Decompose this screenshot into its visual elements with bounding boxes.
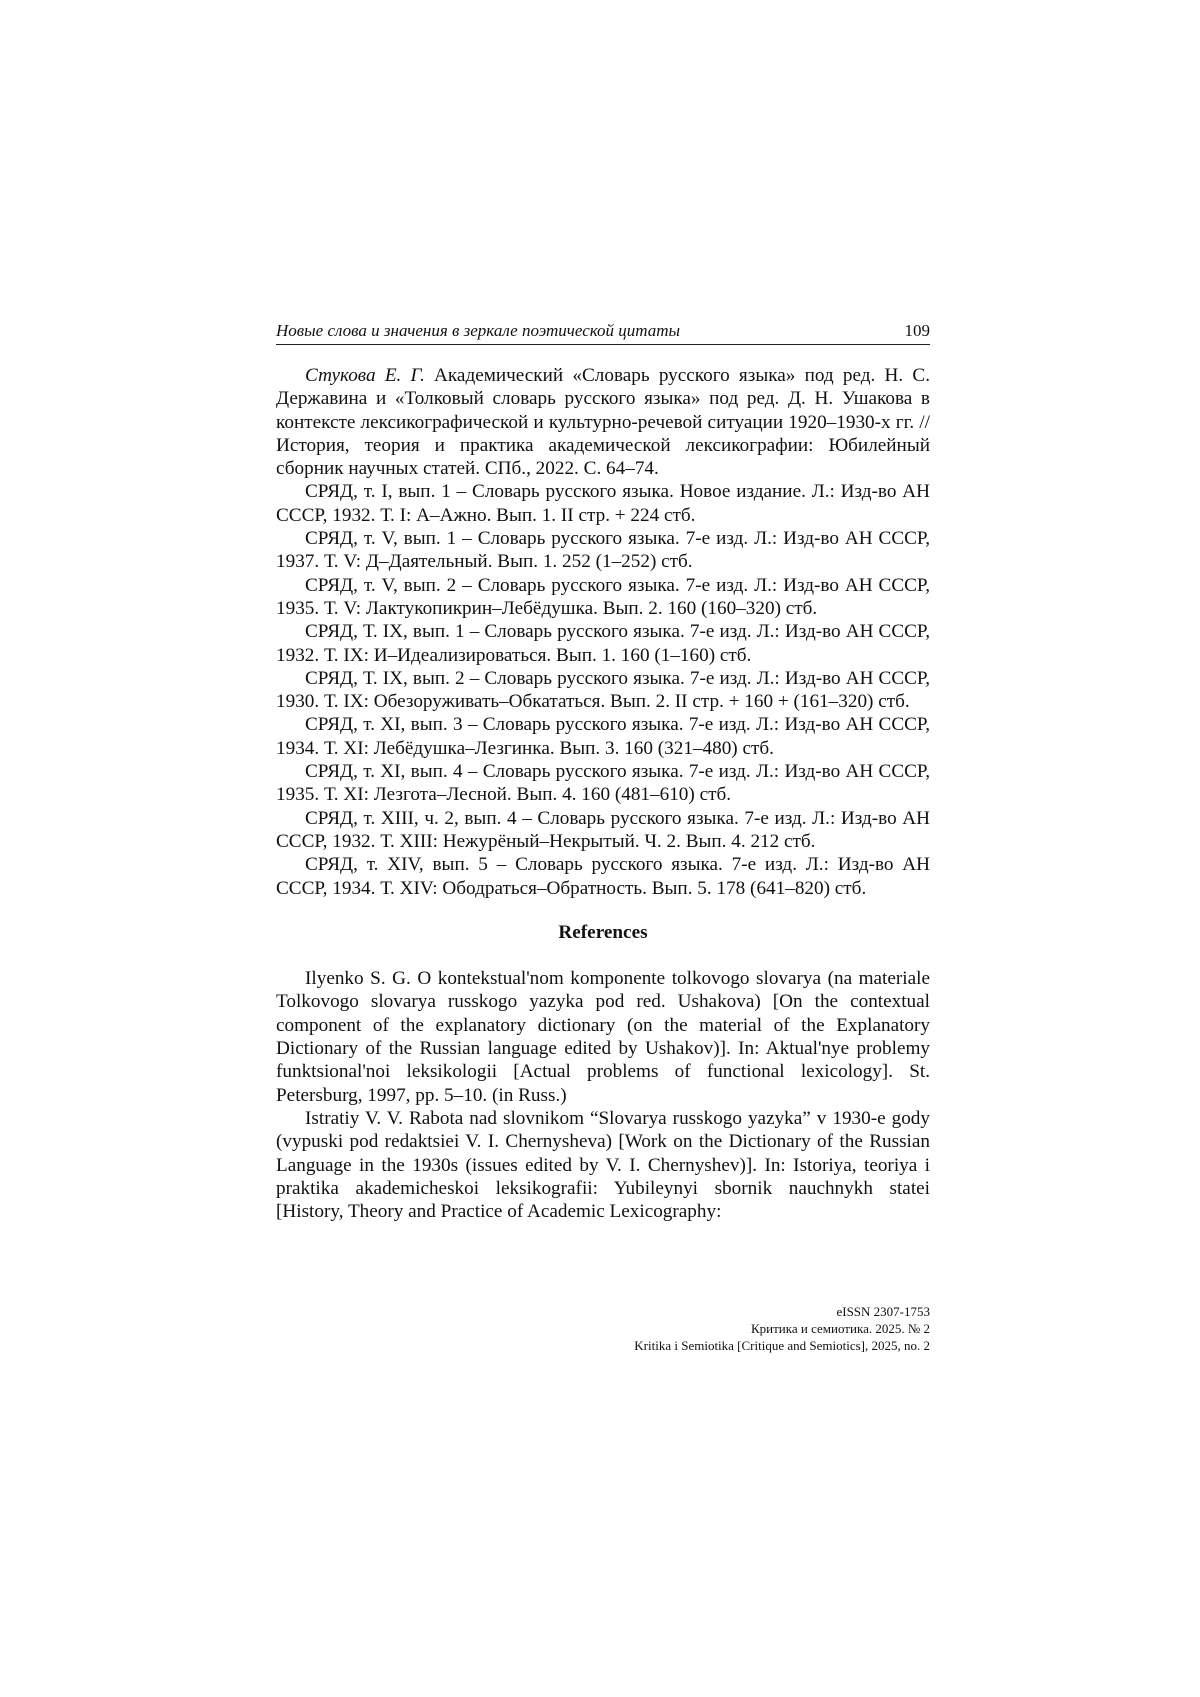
reference-entry: Istratiy V. V. Rabota nad slovnikom “Slovarya russkogo yazyka” v 1930-e gody (vypuski pod redaktsiei V. I. Chernysheva) [Work on the Dictionary of the Russian Language in the 1930s (issues edited by V. I. Chernyshev)]. In: Istoriya, teoriya i praktika akademicheskoi leksikografii: Yubileynyi sbornik nauchnykh statei [History, Theory and Practice of Academic Lexicography:: [276, 1107, 930, 1223]
bibliography-entry: СРЯД, т. XI, вып. 4 – Словарь русского языка. 7-е изд. Л.: Изд-во АН СССР, 1935. Т. XI: Лезгота–Лесной. Вып. 4. 160 (481–610) стб.: [276, 760, 930, 807]
page-header: [276, 320, 930, 345]
bibliography-entry: СРЯД, т. XIV, вып. 5 – Словарь русского языка. 7-е изд. Л.: Изд-во АН СССР, 1934. Т. XIV: Ободраться–Обратность. Вып. 5. 178 (641–820) стб.: [276, 853, 930, 900]
footer-eissn: eISSN 2307-1753: [430, 1303, 930, 1320]
entry-author: Стукова Е. Г.: [305, 365, 425, 386]
footer-journal-en: Kritika i Semiotika [Critique and Semiotics], 2025, no. 2: [430, 1337, 930, 1354]
bibliography-entry: СРЯД, т. V, вып. 2 – Словарь русского языка. 7-е изд. Л.: Изд-во АН СССР, 1935. Т. V: Лактукопикрин–Лебёдушка. Вып. 2. 160 (160–320) стб.: [276, 574, 930, 621]
page-footer: [430, 1303, 930, 1354]
bibliography-entry: СРЯД, Т. IX, вып. 2 – Словарь русского языка. 7-е изд. Л.: Изд-во АН СССР, 1930. Т. IX: Обезоруживать–Обкататься. Вып. 2. II стр. + 160 + (161–320) стб.: [276, 667, 930, 714]
bibliography-entry: СРЯД, Т. IX, вып. 1 – Словарь русского языка. 7-е изд. Л.: Изд-во АН СССР, 1932. Т. IX: И–Идеализироваться. Вып. 1. 160 (1–160) стб.: [276, 620, 930, 667]
entry-text: Академический «Словарь русского языка» под ред. Н. С. Державина и «Толковый словарь русского языка» под ред. Д. Н. Ушакова в контексте лексикографической и культурно-речевой ситуации 1920–1930-х гг. // История, теория и практика академической лексикографии: Юбилейный сборник научных статей. СПб., 2022. С. 64–74.: [276, 365, 930, 479]
bibliography-entry: СРЯД, т. V, вып. 1 – Словарь русского языка. 7-е изд. Л.: Изд-во АН СССР, 1937. Т. V: Д–Даятельный. Вып. 1. 252 (1–252) стб.: [276, 527, 930, 574]
bibliography-entry: СРЯД, т. I, вып. 1 – Словарь русского языка. Новое издание. Л.: Изд-во АН СССР, 1932. Т. I: А–Ажно. Вып. 1. II стр. + 224 стб.: [276, 480, 930, 527]
running-title: Новые слова и значения в зеркале поэтической цитаты: [276, 320, 680, 342]
body-text: [276, 364, 930, 1223]
bibliography-entry: СРЯД, т. XIII, ч. 2, вып. 4 – Словарь русского языка. 7-е изд. Л.: Изд-во АН СССР, 1932. Т. XIII: Нежурёный–Некрытый. Ч. 2. Вып. 4. 212 стб.: [276, 807, 930, 854]
footer-journal-ru: Критика и семиотика. 2025. № 2: [430, 1320, 930, 1337]
reference-entry: Ilyenko S. G. O kontekstual'nom komponente tolkovogo slovarya (na materiale Tolkovogo slovarya russkogo yazyka pod red. Ushakova) [On the contextual component of the explanatory dictionary (on the material of the Explanatory Dictionary of the Russian language edited by Ushakov)]. In: Aktual'nye problemy funktsional'noi leksikologii [Actual problems of functional lexicology]. St. Petersburg, 1997, pp. 5–10. (in Russ.): [276, 967, 930, 1107]
page-number: 109: [905, 320, 931, 342]
bibliography-entry: СРЯД, т. XI, вып. 3 – Словарь русского языка. 7-е изд. Л.: Изд-во АН СССР, 1934. Т. XI: Лебёдушка–Лезгинка. Вып. 3. 160 (321–480) стб.: [276, 713, 930, 760]
references-heading: References: [276, 921, 930, 944]
bibliography-entry: [276, 364, 930, 480]
